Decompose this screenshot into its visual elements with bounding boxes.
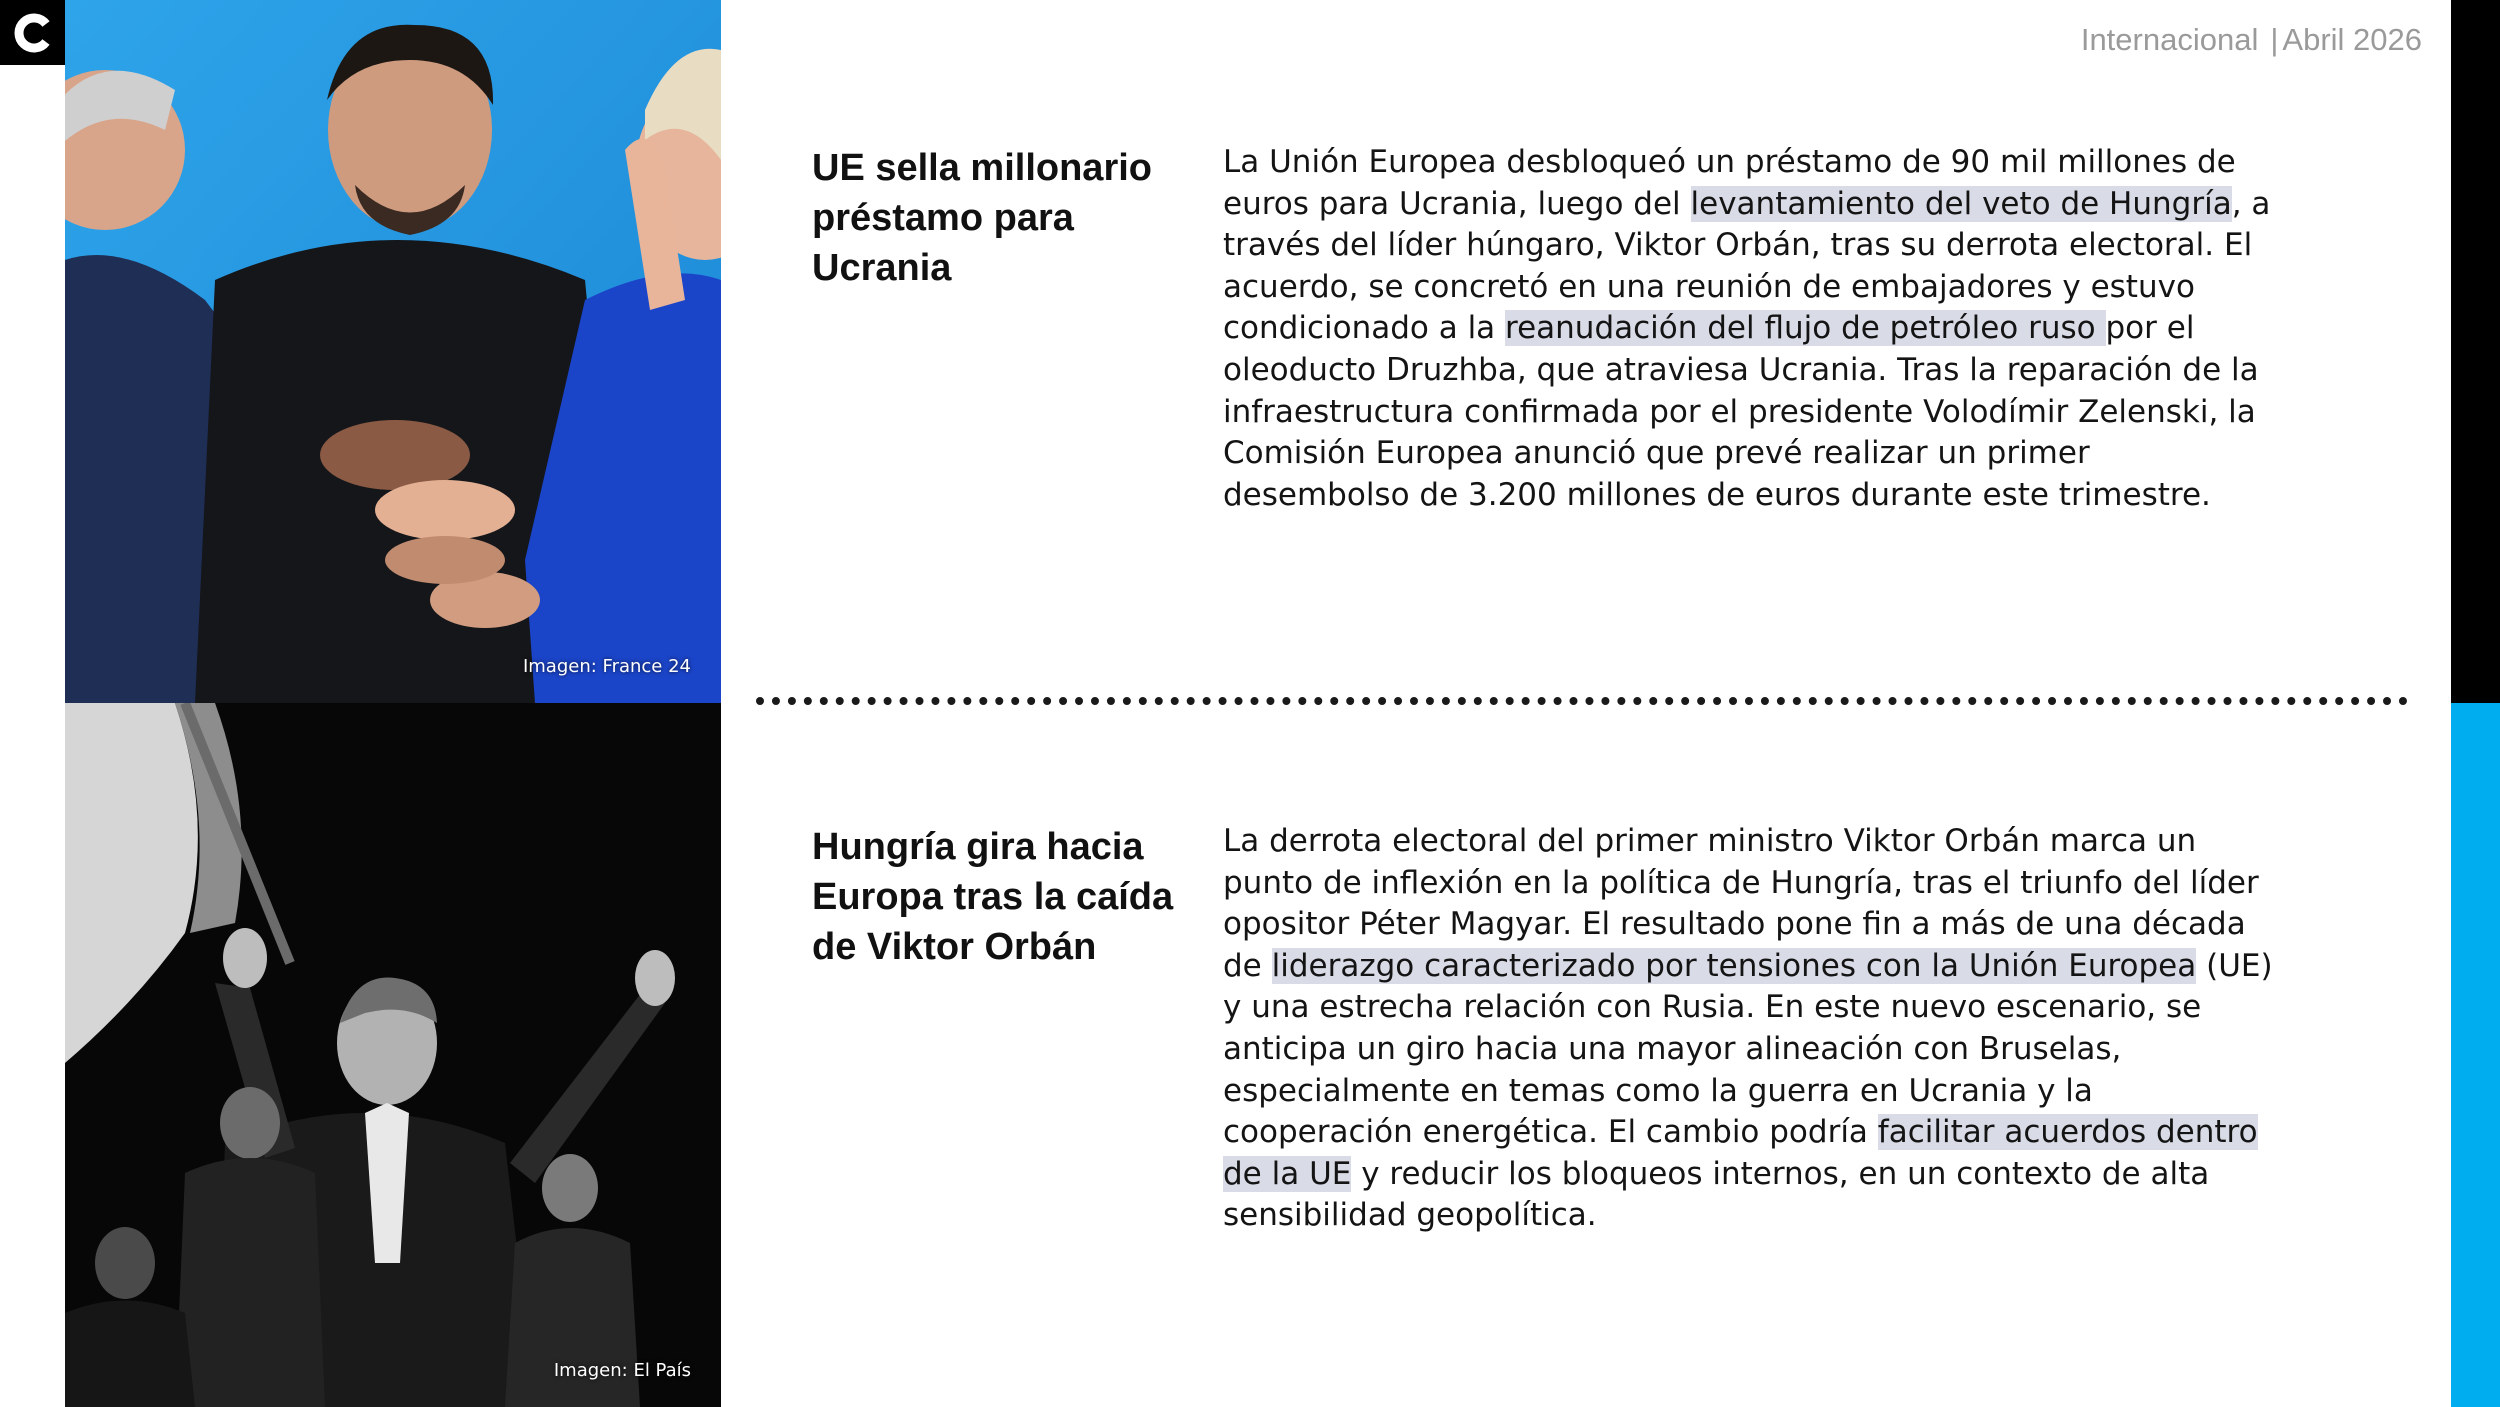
highlighted-phrase: facilitar acuerdos dentro de la UE xyxy=(1223,1114,2258,1192)
article-2-body xyxy=(1223,821,2283,1237)
image-credit: Imagen: El País xyxy=(553,1360,691,1381)
body-segment: (UE) y una estrecha relación con Rusia. En este nuevo escenario, se anticipa un giro hacia una mayor alineación con Bruselas, especialmente en temas como la guerra en Ucrania y la cooperación energética. El cambio podría xyxy=(1223,947,2273,1151)
c-logo-icon xyxy=(11,11,55,55)
photo-leaders-handshake-image xyxy=(65,0,721,703)
article-2-headline: Hungría gira hacia Europa tras la caída de Viktor Orbán xyxy=(812,826,1174,968)
highlighted-phrase: liderazgo caracterizado por tensiones con la Unión Europea xyxy=(1271,947,2197,984)
brand-logo[interactable] xyxy=(0,0,65,65)
article-1-photo xyxy=(65,0,721,703)
section-label: Internacional xyxy=(2080,22,2259,57)
body-segment: y reducir los bloqueos internos, en un contexto de alta sensibilidad geopolítica. xyxy=(1223,1155,2210,1234)
section-date-header xyxy=(2081,22,2422,58)
article-2-photo xyxy=(65,703,721,1407)
image-credit: Imagen: France 24 xyxy=(522,656,691,677)
body-segment: por el oleoducto Druzhba, que atraviesa Ucrania. Tras la reparación de la infraestructura confirmada por el presidente Volodímir Zelenski, la Comisión Europea anunció que prevé realizar un primer desembolso de 3.200 millones de euros durante este trimestre. xyxy=(1223,310,2259,513)
dotted-divider xyxy=(756,697,2408,705)
body-segment: La derrota electoral del primer ministro Viktor Orbán marca un punto de inflexión en la política de Hungría, tras el triunfo del líder opositor Péter Magyar. El resultado pone fin a más de una década de xyxy=(1223,823,2259,984)
body-segment: , a través del líder húngaro, Viktor Orbán, tras su derrota electoral. El acuerdo, se concretó en una reunión de embajadores y estuvo condicionado a la xyxy=(1223,185,2271,347)
date-label: Abril 2026 xyxy=(2282,22,2422,57)
accent-stripe-black xyxy=(2451,0,2500,703)
highlighted-phrase: reanudación del flujo de petróleo ruso xyxy=(1505,310,2106,347)
photo-politician-rally-image xyxy=(65,703,721,1407)
highlighted-phrase: levantamiento del veto de Hungría xyxy=(1690,185,2232,222)
header-separator: | xyxy=(2270,22,2279,57)
article-1-body xyxy=(1223,142,2283,516)
accent-stripe-blue xyxy=(2451,703,2500,1407)
article-1-headline: UE sella millonario préstamo para Ucrania xyxy=(812,147,1152,289)
body-segment: La Unión Europea desbloqueó un préstamo de 90 mil millones de euros para Ucrania, luego del xyxy=(1223,144,2236,222)
